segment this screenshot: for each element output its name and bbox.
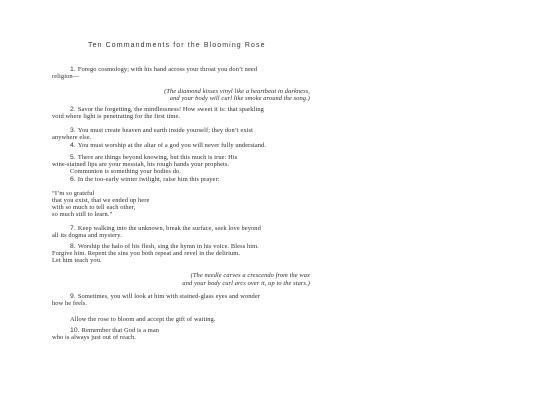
poem-line: [70, 327, 159, 334]
aside-line: (The needle carves a crescendo from the wax: [190, 272, 310, 279]
line-text: You must create heaven and earth inside yourself; they don’t exist: [77, 127, 254, 134]
poem-line: wine-stained lips are your messiah, his rough hands your prophets.: [52, 161, 230, 168]
aside-line: and your body curl arcs over it, up to the stars.): [182, 280, 310, 287]
line-text: In the too-early winter twilight, raise him this prayer:: [77, 176, 220, 183]
poem-line: [70, 154, 237, 161]
poem-line: [70, 142, 266, 149]
commandment-number: 3.: [70, 127, 76, 134]
commandment-number: 5.: [70, 154, 76, 161]
aside-line: (The diamond kisses vinyl like a heartbeat in darkness,: [164, 88, 310, 95]
commandment-number: 8.: [70, 243, 76, 250]
interlude-line: Allow the rose to bloom and accept the gift of waiting.: [70, 316, 216, 323]
poem-line: Communion is something your bodies do.: [70, 168, 182, 175]
poem-line: religion—: [52, 73, 80, 80]
poem-line: [70, 176, 220, 183]
prayer-line: “I’m so grateful: [52, 190, 95, 197]
poem-line: [70, 66, 257, 73]
prayer-line: so much still to learn.”: [52, 211, 113, 218]
poem-line: all its dogma and mystery.: [52, 232, 122, 239]
commandment-number: 10.: [70, 327, 80, 334]
poem-line: [70, 127, 253, 134]
line-text: You must worship at the altar of a god you will never fully understand.: [77, 142, 267, 149]
poem-line: [70, 243, 259, 250]
poem-line: how he feels.: [52, 300, 88, 307]
poem-line: who is always just out of reach.: [52, 334, 136, 341]
poem-line: void where light is penetrating for the first time.: [52, 113, 181, 120]
prayer-line: that you exist, that we ended up here: [52, 197, 150, 204]
poem-line: [70, 106, 264, 113]
poem-line: [70, 225, 261, 232]
commandment-number: 1.: [70, 66, 76, 73]
poem-title: Ten Commandments for the Blooming Rose: [88, 42, 266, 49]
poem-line: anywhere else.: [52, 134, 92, 141]
prayer-line: with so much to tell each other,: [52, 204, 136, 211]
line-text: Remember that God is a man: [81, 327, 160, 334]
line-text: Sometimes, you will look at him with stained-glass eyes and wonder: [77, 293, 261, 300]
line-text: Savor the forgetting, the mindlessness! How sweet it is: that sparkling: [77, 106, 264, 113]
commandment-number: 2.: [70, 106, 76, 113]
line-text: Forego cosmology; with his hand across your throat you don’t need: [77, 66, 258, 73]
poem-line: Let him teach you.: [52, 257, 102, 264]
poem-line: [70, 293, 260, 300]
commandment-number: 9.: [70, 293, 76, 300]
commandment-number: 4.: [70, 142, 76, 149]
poem-line: Forgive him. Repent the sins you both repeat and revel in the delirium.: [52, 250, 241, 257]
line-text: There are things beyond knowing, but this much is true: His: [77, 154, 238, 161]
line-text: Worship the halo of his flesh, sing the hymn in his voice. Bless him.: [77, 243, 259, 250]
line-text: Keep walking into the unknown, break the surface, seek love beyond: [77, 225, 261, 232]
aside-line: and your body will curl like smoke around the song.): [169, 95, 310, 102]
commandment-number: 6.: [70, 176, 76, 183]
commandment-number: 7.: [70, 225, 76, 232]
